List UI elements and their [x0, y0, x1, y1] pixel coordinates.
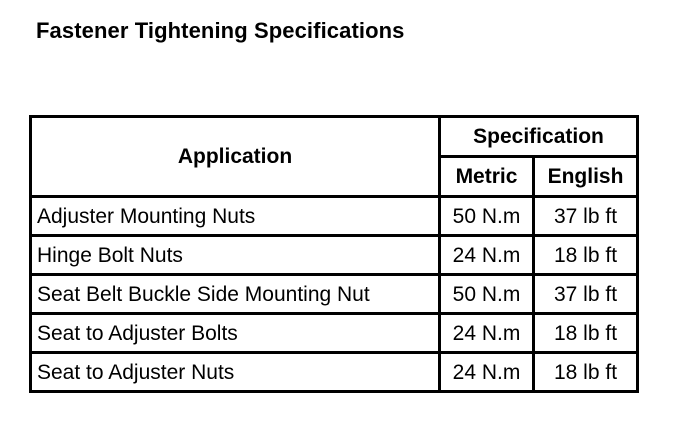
column-header-application: Application [31, 117, 440, 197]
table-row [31, 314, 638, 353]
table-row [31, 353, 638, 392]
metric-cell: 50 N.m [440, 275, 534, 314]
english-cell: 37 lb ft [534, 197, 638, 236]
metric-cell: 24 N.m [440, 236, 534, 275]
metric-cell: 24 N.m [440, 353, 534, 392]
application-cell: Adjuster Mounting Nuts [31, 197, 440, 236]
english-cell: 37 lb ft [534, 275, 638, 314]
application-cell: Seat Belt Buckle Side Mounting Nut [31, 275, 440, 314]
table-row [31, 197, 638, 236]
table-row [31, 275, 638, 314]
english-cell: 18 lb ft [534, 314, 638, 353]
table-header-row [31, 117, 638, 157]
metric-cell: 24 N.m [440, 314, 534, 353]
english-cell: 18 lb ft [534, 236, 638, 275]
column-header-metric: Metric [440, 157, 534, 197]
metric-cell: 50 N.m [440, 197, 534, 236]
column-header-english: English [534, 157, 638, 197]
page-title: Fastener Tightening Specifications [36, 18, 405, 43]
english-cell: 18 lb ft [534, 353, 638, 392]
table-row [31, 236, 638, 275]
application-cell: Seat to Adjuster Bolts [31, 314, 440, 353]
spec-table [29, 115, 639, 393]
application-cell: Hinge Bolt Nuts [31, 236, 440, 275]
application-cell: Seat to Adjuster Nuts [31, 353, 440, 392]
column-header-specification: Specification [440, 117, 638, 157]
